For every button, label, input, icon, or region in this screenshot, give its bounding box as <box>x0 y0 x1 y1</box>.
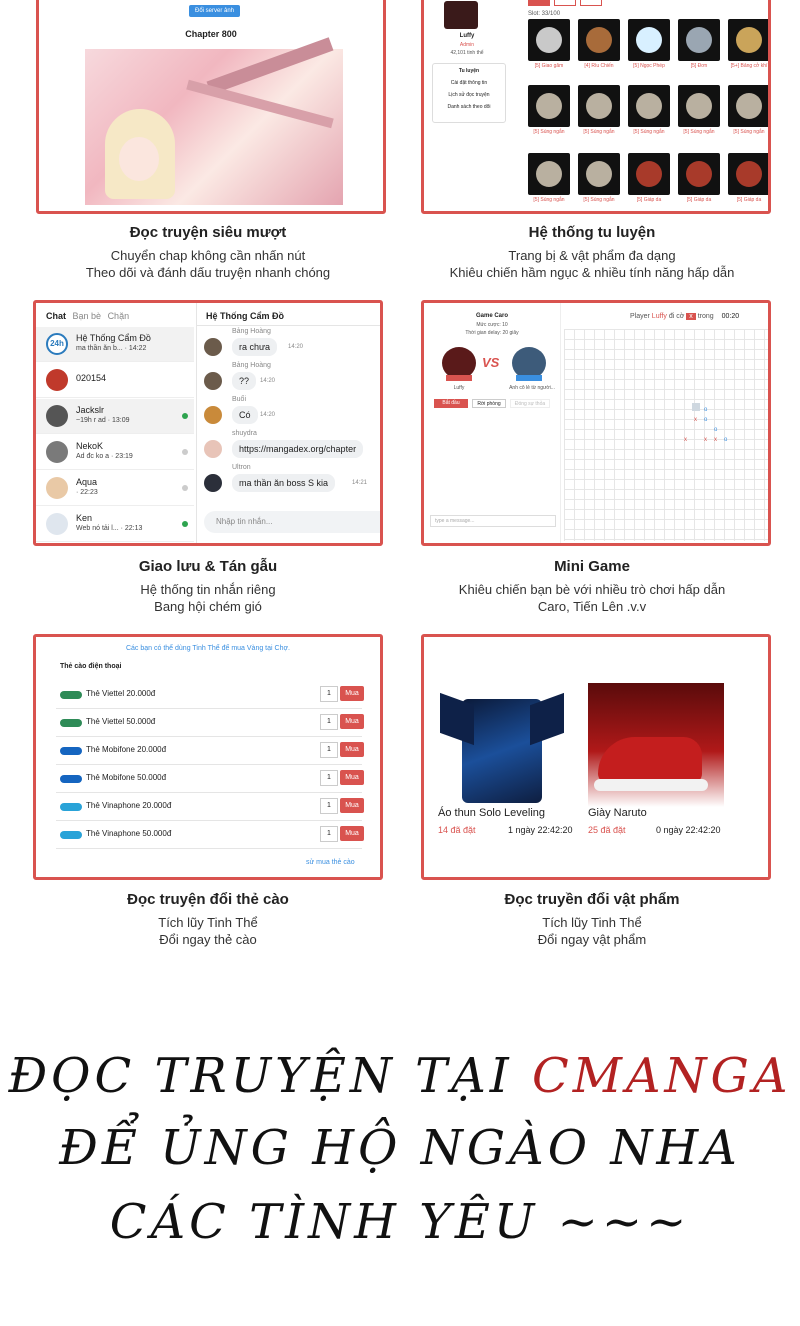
menu-title: Tu luyện <box>458 68 480 74</box>
card-row <box>56 793 362 821</box>
card-row <box>56 709 362 737</box>
conversation-preview: ~19h r ad · 13:09 <box>76 417 130 424</box>
card-name: Thẻ Vinaphone 20.000đ <box>86 801 172 810</box>
feature-title: Đọc truyện đổi thẻ cào <box>127 891 289 908</box>
feature-caption <box>28 558 388 615</box>
turn-prefix: Player <box>630 313 650 320</box>
profile-name: Luffy <box>459 33 475 39</box>
feature-desc: Tích lũy Tinh Thể <box>158 915 258 930</box>
feature-desc: Hệ thống tin nhắn riêng <box>140 582 276 597</box>
item-label: [5] Súng ngắn <box>583 129 615 135</box>
o-piece-icon: o <box>714 427 718 433</box>
buy-button[interactable]: Mua <box>340 826 364 841</box>
conversation-item[interactable] <box>36 507 194 542</box>
feature-title: Mini Game <box>554 558 630 575</box>
card-name: Thẻ Viettel 20.000đ <box>86 689 156 698</box>
feature-title: Đọc truyền đổi vật phẩm <box>504 891 680 908</box>
conversation-item[interactable] <box>36 435 194 470</box>
purchase-history-link[interactable]: sử mua thẻ cào <box>306 859 355 866</box>
player1-badge <box>446 375 472 381</box>
chat-card <box>33 300 383 546</box>
item-label: [5+] Bảng cở khí <box>730 63 768 69</box>
inventory-slot[interactable] <box>578 153 620 195</box>
banner-line-2: ĐỂ ỦNG HỘ NGÀO NHA <box>59 1120 741 1176</box>
game-chat-input[interactable]: type a message... <box>430 515 556 527</box>
item-icon <box>586 93 612 119</box>
inventory-slot[interactable] <box>528 19 570 61</box>
item-label: [5] Giáp da <box>736 197 762 203</box>
feature-caption <box>412 558 772 615</box>
x-piece-icon: x <box>684 437 687 443</box>
message-sender: Bảng Hoàng <box>232 328 271 335</box>
game-bet: Mức cược: 10 <box>476 322 508 328</box>
message-time: 14:20 <box>260 378 276 384</box>
inventory-slot[interactable] <box>728 19 770 61</box>
character-face <box>119 137 159 181</box>
message-time: 14:21 <box>352 480 368 486</box>
item-icon <box>636 161 662 187</box>
offline-status-icon <box>182 449 188 455</box>
message-sender: Ultron <box>232 464 251 471</box>
filter-tab[interactable] <box>528 0 550 6</box>
game-sidebar <box>424 303 561 545</box>
online-status-icon <box>182 413 188 419</box>
feature-caption <box>28 224 388 281</box>
x-piece-icon: x <box>714 437 717 443</box>
turn-timer: 00:20 <box>721 313 740 320</box>
item-icon <box>586 27 612 53</box>
conversation-name: Hệ Thống Cẩm Đồ <box>76 333 151 343</box>
x-piece-icon: x <box>704 437 707 443</box>
background-beam <box>207 37 334 95</box>
chat-header-title: Hệ Thống Cẩm Đồ <box>206 311 284 321</box>
item-icon <box>736 93 762 119</box>
avatar <box>46 513 68 535</box>
message-text: ra chưa <box>232 338 277 356</box>
online-status-icon <box>182 521 188 527</box>
item-icon <box>686 93 712 119</box>
message-sender: Bảng Hoàng <box>232 362 271 369</box>
item-label: [5] Ngọc Phép <box>633 63 665 69</box>
game-delay: Thời gian delay: 20 giây <box>465 330 519 336</box>
item-label: [5] Súng ngắn <box>683 129 715 135</box>
inventory-slot[interactable] <box>678 19 720 61</box>
turn-mark: x <box>686 313 696 320</box>
filter-tab[interactable] <box>580 0 602 6</box>
conversation-item[interactable] <box>36 399 194 434</box>
product-time: 0 ngày 22:42:20 <box>656 825 721 835</box>
banner-text: ĐỌC TRUYỆN TẠI <box>8 1048 533 1104</box>
feature-desc: Bang hội chém gió <box>154 599 262 614</box>
card-name: Thẻ Mobifone 50.000đ <box>86 773 167 782</box>
feature-desc: Chuyển chap không cần nhấn nút <box>110 248 306 263</box>
conversation-panel <box>36 303 197 546</box>
item-icon <box>736 161 762 187</box>
avatar <box>46 477 68 499</box>
buy-button[interactable]: Mua <box>340 714 364 729</box>
turn-suffix: đi cờ <box>668 313 685 320</box>
inventory-slot[interactable] <box>728 85 770 127</box>
chapter-title: Chapter 800 <box>185 29 237 39</box>
minigame-card <box>421 300 771 546</box>
o-piece-icon: o <box>704 417 708 423</box>
message-time: 14:20 <box>260 412 276 418</box>
buy-button[interactable]: Mua <box>340 686 364 701</box>
training-menu <box>432 63 506 123</box>
feature-desc: Khiêu chiến hầm ngục & nhiều tính năng hấp dẫn <box>449 265 735 280</box>
card-row <box>56 765 362 793</box>
turn-player: Luffy <box>651 313 667 320</box>
item-icon <box>536 27 562 53</box>
quantity-input[interactable]: 1 <box>320 742 338 758</box>
profile-role: Admin <box>459 42 475 48</box>
feature-title: Đọc truyện siêu mượt <box>129 224 287 241</box>
o-piece-icon: o <box>724 437 728 443</box>
feature-desc: Caro, Tiến Lên .v.v <box>537 599 647 614</box>
o-piece-icon: o <box>704 407 708 413</box>
conversation-item[interactable] <box>36 327 194 362</box>
vinaphone-logo-icon <box>60 831 82 839</box>
avatar: 24h <box>46 333 68 355</box>
slot-count: Slot: 33/100 <box>528 11 561 17</box>
menu-item[interactable]: Cài đặt thông tin <box>450 80 488 86</box>
conversation-name: NekoK <box>76 441 104 451</box>
item-icon <box>586 161 612 187</box>
draw-button[interactable]: Đóng sự thỏa <box>510 399 550 408</box>
item-label: [5] Giao găm <box>534 63 564 69</box>
feature-caption <box>412 891 772 948</box>
item-label: [5] Súng ngắn <box>633 129 665 135</box>
filter-tab[interactable] <box>554 0 576 6</box>
avatar <box>204 338 222 356</box>
conversation-item[interactable] <box>36 363 194 398</box>
inventory-slot[interactable] <box>628 19 670 61</box>
shop-notice: Các bạn có thể dùng Tinh Thể để mua Vàng tại Chợ. <box>125 645 290 652</box>
reader-card <box>36 0 386 214</box>
card-name: Thẻ Vinaphone 50.000đ <box>86 829 172 838</box>
last-move-highlight <box>692 403 700 411</box>
feature-desc: Đổi ngay thẻ cào <box>159 932 257 947</box>
item-icon <box>686 27 712 53</box>
buy-button[interactable]: Mua <box>340 742 364 757</box>
shoe-upper <box>598 737 702 783</box>
product-name[interactable]: Áo thun Solo Leveling <box>438 807 546 819</box>
message-time: 14:20 <box>288 344 304 350</box>
feature-desc: Tích lũy Tinh Thể <box>542 915 642 930</box>
card-row <box>56 821 362 849</box>
tshirt-image[interactable] <box>440 689 564 805</box>
x-piece-icon: x <box>694 417 697 423</box>
item-label: [5] Súng ngắn <box>583 197 615 203</box>
background-beam <box>186 80 333 128</box>
turn-indicator <box>630 313 739 320</box>
tab-blocked[interactable]: Chặn <box>107 311 130 321</box>
inventory-slot[interactable] <box>678 153 720 195</box>
card-name: Thẻ Mobifone 20.000đ <box>86 745 167 754</box>
product-ordered: 14 đã đặt <box>438 825 476 835</box>
quantity-input[interactable]: 1 <box>320 826 338 842</box>
menu-item[interactable]: Lịch sử đọc truyện <box>448 92 490 98</box>
player2-badge <box>516 375 542 381</box>
item-icon <box>636 27 662 53</box>
profile-avatar <box>444 1 478 29</box>
conversation-preview: · 22:23 <box>76 489 98 496</box>
chat-tabs <box>46 311 129 321</box>
buy-button[interactable]: Mua <box>340 798 364 813</box>
item-label: [5] Đơn <box>690 63 708 69</box>
message-sender: shuydra <box>232 430 257 437</box>
product-ordered: 25 đã đặt <box>588 825 626 835</box>
profile-stat: 42,101 tinh thể <box>450 50 484 56</box>
vs-label: VS <box>482 355 500 370</box>
item-icon <box>686 161 712 187</box>
feature-desc: Khiêu chiến bạn bè với nhiều trò chơi hấp dẫn <box>458 582 726 597</box>
item-label: [4] Rìu Chiến <box>584 63 614 69</box>
start-button[interactable]: Bắt đầu <box>434 399 468 408</box>
feature-desc: Đổi ngay vật phẩm <box>537 932 647 947</box>
inventory-slot[interactable] <box>678 85 720 127</box>
product-exchange-card <box>421 634 771 880</box>
avatar <box>46 441 68 463</box>
avatar <box>204 440 222 458</box>
banner-line-1 <box>0 1048 800 1104</box>
conversation-preview: Web nó tải l... · 22:13 <box>76 525 143 532</box>
divider <box>196 325 383 326</box>
avatar <box>46 405 68 427</box>
inventory-slot[interactable] <box>728 153 770 195</box>
game-title: Game Caro <box>475 313 508 319</box>
quantity-input[interactable]: 1 <box>320 770 338 786</box>
banner-line-3: CÁC TÌNH YÊU ~~~ <box>109 1194 691 1250</box>
player1-name: Luffy <box>453 385 465 391</box>
inventory-slot[interactable] <box>578 19 620 61</box>
inventory-slot[interactable] <box>578 85 620 127</box>
message-text: ma thần ăn boss S kia <box>232 474 335 492</box>
product-time: 1 ngày 22:42:20 <box>508 825 573 835</box>
tab-chat[interactable]: Chat <box>46 311 66 321</box>
avatar <box>204 372 222 390</box>
item-label: [5] Súng ngắn <box>533 129 565 135</box>
menu-item[interactable]: Danh sách theo dõi <box>447 104 491 110</box>
feature-caption <box>28 891 388 948</box>
viettel-logo-icon <box>60 691 82 699</box>
conversation-preview: Ad đc ko a · 23:19 <box>76 453 133 460</box>
item-label: [5] Súng ngắn <box>533 197 565 203</box>
shop-section-title: Thẻ cào điện thoại <box>60 663 122 670</box>
message-text: https://mangadex.org/chapter <box>232 440 363 458</box>
message-text: Có <box>232 406 258 424</box>
feature-title: Hệ thống tu luyện <box>528 224 656 241</box>
buy-button[interactable]: Mua <box>340 770 364 785</box>
inventory-slot[interactable] <box>628 153 670 195</box>
caro-board[interactable] <box>564 329 768 541</box>
viettel-logo-icon <box>60 719 82 727</box>
avatar <box>204 474 222 492</box>
item-icon <box>636 93 662 119</box>
inventory-slot[interactable] <box>528 85 570 127</box>
mobifone-logo-icon <box>60 775 82 783</box>
message-panel <box>196 303 383 546</box>
training-card <box>421 0 771 214</box>
manga-page-image <box>85 49 343 205</box>
shoe-image[interactable] <box>588 683 724 807</box>
mobifone-logo-icon <box>60 747 82 755</box>
item-icon <box>536 161 562 187</box>
message-text: ?? <box>232 372 256 390</box>
leave-room-button[interactable]: Rời phòng <box>472 399 506 408</box>
quantity-input[interactable]: 1 <box>320 798 338 814</box>
banner-brand: CMANGA <box>532 1048 792 1104</box>
shoe-sole <box>594 779 708 791</box>
conversation-name: Jackslr <box>76 405 105 415</box>
item-icon <box>736 27 762 53</box>
tab-friends[interactable]: Bạn bè <box>72 311 102 321</box>
item-label: [5] Súng ngắn <box>733 129 765 135</box>
feature-desc: Trang bị & vật phẩm đa dạng <box>508 248 676 263</box>
card-name: Thẻ Viettel 50.000đ <box>86 717 156 726</box>
change-server-button[interactable]: Đổi server ảnh <box>189 5 240 17</box>
scratch-card-shop <box>33 634 383 880</box>
conversation-name: Ken <box>76 513 93 523</box>
feature-caption <box>412 224 772 281</box>
item-label: [5] Giáp da <box>636 197 662 203</box>
item-icon <box>536 93 562 119</box>
avatar <box>204 406 222 424</box>
message-input[interactable]: Nhập tin nhắn... <box>204 511 383 533</box>
quantity-input[interactable]: 1 <box>320 714 338 730</box>
conversation-item[interactable] <box>36 471 194 506</box>
message-sender: Buổi <box>232 396 247 403</box>
item-label: [5] Giáp da <box>686 197 712 203</box>
conversation-name: Aqua <box>76 477 98 487</box>
card-row <box>56 737 362 765</box>
inventory-slot[interactable] <box>628 85 670 127</box>
avatar <box>46 369 68 391</box>
player2-name: Anh cô lẻ từ người... <box>509 385 555 391</box>
product-name[interactable]: Giày Naruto <box>588 807 647 819</box>
conversation-preview: ma thần ăn b... · 14:22 <box>76 345 147 352</box>
vinaphone-logo-icon <box>60 803 82 811</box>
card-row <box>56 681 362 709</box>
quantity-input[interactable]: 1 <box>320 686 338 702</box>
offline-status-icon <box>182 485 188 491</box>
feature-desc: Theo dõi và đánh dấu truyện nhanh chóng <box>85 265 331 280</box>
turn-label: trong <box>697 313 714 320</box>
inventory-slot[interactable] <box>528 153 570 195</box>
conversation-name: 020154 <box>76 373 107 383</box>
feature-title: Giao lưu & Tán gẫu <box>138 558 278 575</box>
